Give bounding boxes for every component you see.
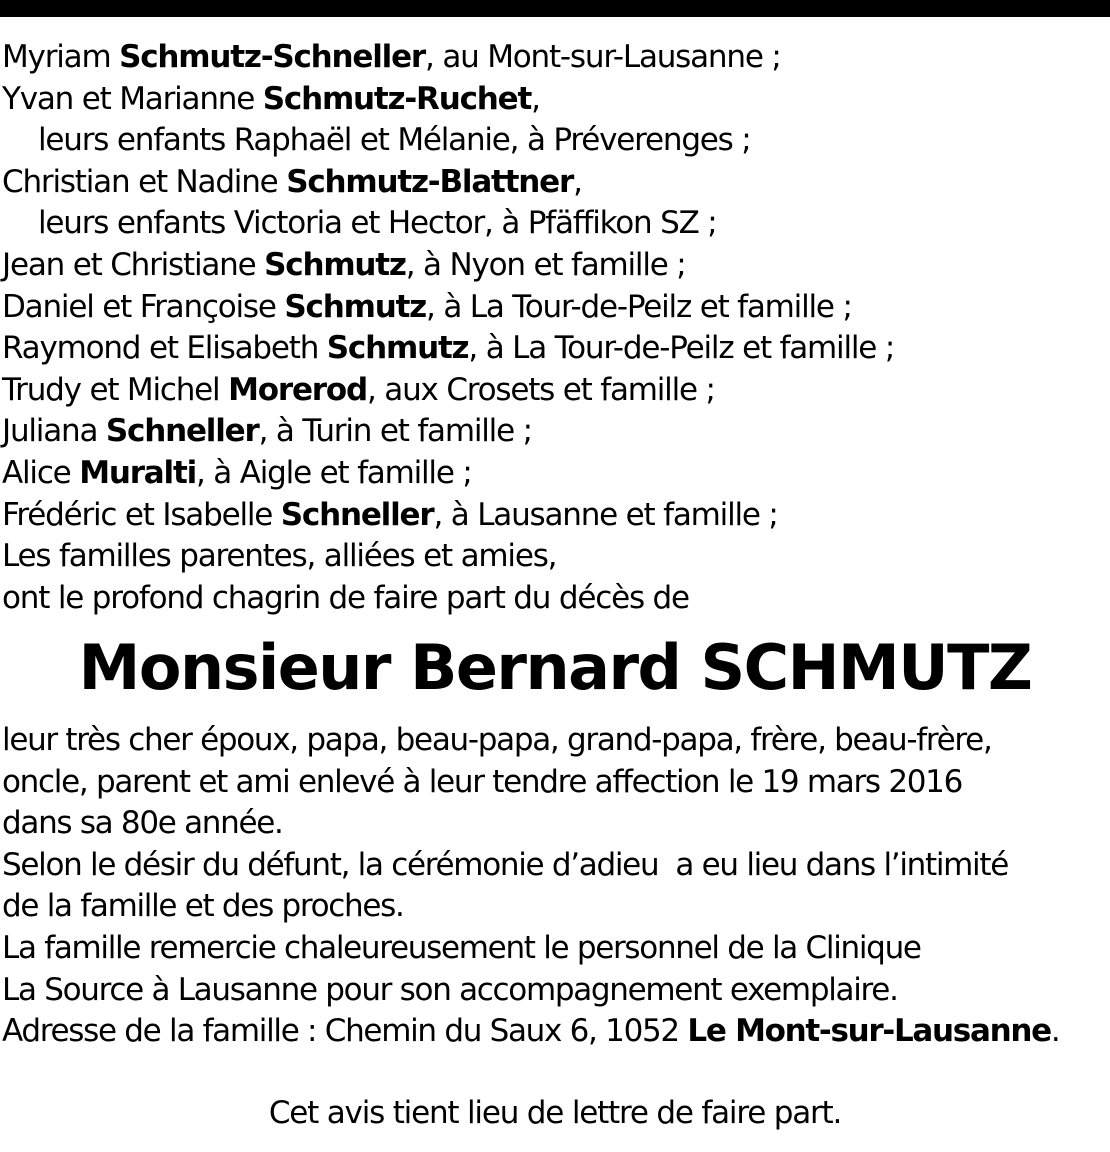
family-line: Yvan et Marianne Schmutz-Ruchet,	[2, 80, 540, 117]
family-children-line: leurs enfants Victoria et Hector, à Pfäffikon SZ ;	[38, 205, 717, 242]
message-line: leur très cher époux, papa, beau-papa, grand-papa, frère, beau-frère,	[2, 722, 992, 758]
announcement-line: ont le profond chagrin de faire part du décès de	[2, 579, 689, 616]
family-list	[2, 37, 1102, 619]
message-line: La famille remercie chaleureusement le personnel de la Clinique	[2, 929, 921, 966]
footer-note: Cet avis tient lieu de lettre de faire part.	[268, 1095, 842, 1131]
family-children-line: leurs enfants Raphaël et Mélanie, à Préverenges ;	[38, 122, 751, 159]
family-address: Adresse de la famille : Chemin du Saux 6, 1052 Le Mont-sur-Lausanne.	[2, 1013, 1060, 1050]
family-line: Daniel et Françoise Schmutz, à La Tour-de-Peilz et famille ;	[2, 288, 852, 325]
family-surname: Schneller	[280, 496, 434, 533]
message-line: Selon le désir du défunt, la cérémonie d’adieu a eu lieu dans l’intimité	[2, 846, 1008, 883]
family-surname: Schmutz	[284, 288, 427, 325]
family-line: Alice Muralti, à Aigle et famille ;	[2, 454, 472, 491]
top-border-rule	[0, 0, 1110, 17]
relatives-line: Les familles parentes, alliées et amies,	[2, 538, 557, 575]
family-line: Frédéric et Isabelle Schneller, à Lausanne et famille ;	[2, 496, 778, 533]
family-line: Juliana Schneller, à Turin et famille ;	[2, 413, 532, 450]
family-line: Trudy et Michel Morerod, aux Crosets et famille ;	[2, 371, 715, 408]
family-surname: Morerod	[228, 371, 367, 408]
address-town: Le Mont-sur-Lausanne	[687, 1013, 1051, 1050]
obituary-message	[2, 720, 1107, 1053]
message-line: de la famille et des proches.	[2, 888, 404, 925]
family-line: Jean et Christiane Schmutz, à Nyon et famille ;	[2, 246, 686, 283]
family-surname: Schmutz-Ruchet	[262, 80, 532, 117]
family-surname: Schmutz-Schneller	[119, 39, 426, 75]
family-surname: Schmutz	[326, 330, 469, 367]
message-line: dans sa 80e année.	[2, 805, 283, 842]
family-line: Myriam Schmutz-Schneller, au Mont-sur-Lausanne ;	[2, 39, 781, 75]
message-line: oncle, parent et ami enlevé à leur tendre affection le 19 mars 2016	[2, 763, 963, 800]
family-surname: Schmutz-Blattner	[286, 163, 574, 200]
message-line: La Source à Lausanne pour son accompagnement exemplaire.	[2, 971, 898, 1008]
family-surname: Muralti	[79, 454, 196, 491]
family-line: Raymond et Elisabeth Schmutz, à La Tour-de-Peilz et famille ;	[2, 330, 895, 367]
family-line: Christian et Nadine Schmutz-Blattner,	[2, 163, 582, 200]
family-surname: Schneller	[105, 413, 259, 450]
deceased-name: Monsieur Bernard SCHMUTZ	[78, 631, 1032, 704]
family-surname: Schmutz	[264, 246, 406, 283]
